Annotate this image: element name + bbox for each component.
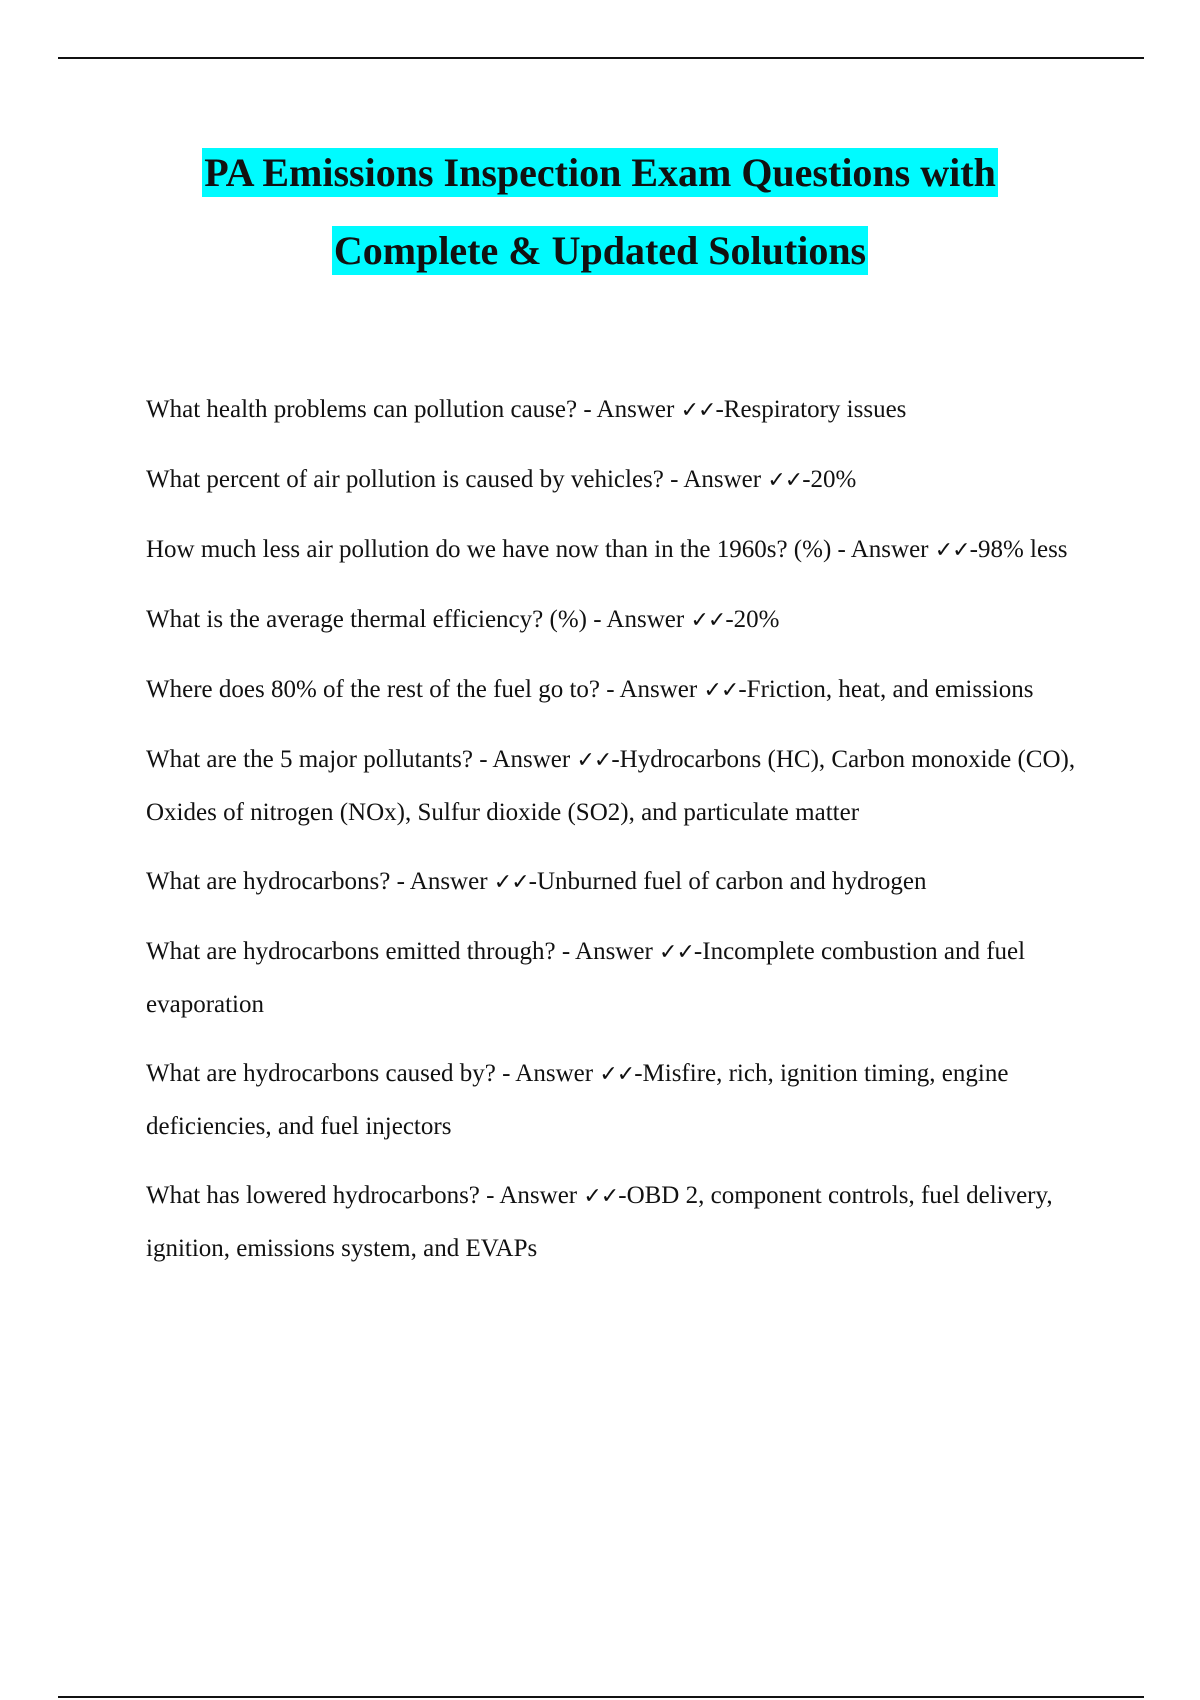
qa-item <box>146 524 1086 577</box>
question-text: What are the 5 major pollutants? <box>146 746 473 773</box>
question-answer-list <box>146 384 1086 1292</box>
qa-item <box>146 664 1086 717</box>
answer-text: -Hydrocarbons (HC), Carbon monoxide (CO), Oxides of nitrogen (NOx), Sulfur dioxide (SO2), and particulate matter <box>146 746 1076 826</box>
qa-item <box>146 1048 1086 1153</box>
answer-label: - Answer <box>663 466 768 493</box>
bottom-rule <box>58 1696 1144 1698</box>
qa-item <box>146 384 1086 437</box>
answer-text: -Friction, heat, and emissions <box>738 676 1034 703</box>
question-text: What are hydrocarbons emitted through? <box>146 938 556 965</box>
qa-item <box>146 856 1086 909</box>
question-text: What are hydrocarbons? <box>146 868 391 895</box>
answer-label: - Answer <box>390 868 494 895</box>
double-check-icon: ✓✓ <box>934 538 970 563</box>
qa-item <box>146 594 1086 647</box>
double-check-icon: ✓✓ <box>599 1062 635 1087</box>
answer-text: -20% <box>725 606 780 633</box>
double-check-icon: ✓✓ <box>703 678 739 703</box>
question-text: What percent of air pollution is caused by vehicles? <box>146 466 664 493</box>
answer-label: - Answer <box>831 536 935 563</box>
answer-text: -20% <box>802 466 857 493</box>
qa-item <box>146 926 1086 1031</box>
double-check-icon: ✓✓ <box>767 468 803 493</box>
question-text: How much less air pollution do we have now than in the 1960s? (%) <box>146 536 832 563</box>
answer-text: -Misfire, rich, ignition timing, engine deficiencies, and fuel injectors <box>146 1060 1009 1140</box>
title-highlight-1: PA Emissions Inspection Exam Questions with <box>204 150 996 195</box>
question-text: What is the average thermal efficiency? (%) <box>146 606 587 633</box>
answer-label: - Answer <box>479 1182 584 1209</box>
question-text: What health problems can pollution cause? <box>146 396 578 423</box>
double-check-icon: ✓✓ <box>493 870 529 895</box>
double-check-icon: ✓✓ <box>659 940 694 965</box>
answer-text: -Respiratory issues <box>715 396 907 423</box>
title-line-1 <box>60 134 1140 212</box>
title-highlight-2: Complete & Updated Solutions <box>333 228 867 273</box>
answer-text: -Unburned fuel of carbon and hydrogen <box>528 868 927 895</box>
double-check-icon: ✓✓ <box>583 1184 619 1209</box>
answer-label: - Answer <box>472 746 577 773</box>
answer-text: -98% less <box>969 536 1068 563</box>
double-check-icon: ✓✓ <box>680 398 716 423</box>
answer-text: -OBD 2, component controls, fuel delivery, ignition, emissions system, and EVAPs <box>146 1182 1053 1262</box>
qa-item <box>146 454 1086 507</box>
answer-label: - Answer <box>586 606 691 633</box>
answer-label: - Answer <box>577 396 681 423</box>
title-line-2 <box>60 212 1140 290</box>
question-text: Where does 80% of the rest of the fuel go to? <box>146 676 601 703</box>
answer-label: - Answer <box>495 1060 600 1087</box>
document-title <box>60 134 1140 290</box>
top-rule <box>58 57 1144 59</box>
double-check-icon: ✓✓ <box>690 608 726 633</box>
question-text: What has lowered hydrocarbons? <box>146 1182 480 1209</box>
answer-label: - Answer <box>555 938 660 965</box>
answer-text: -Incomplete combustion and fuel evaporation <box>146 938 1026 1018</box>
qa-item <box>146 1170 1086 1275</box>
question-text: What are hydrocarbons caused by? <box>146 1060 496 1087</box>
answer-label: - Answer <box>600 676 704 703</box>
double-check-icon: ✓✓ <box>576 748 612 773</box>
qa-item <box>146 734 1086 839</box>
